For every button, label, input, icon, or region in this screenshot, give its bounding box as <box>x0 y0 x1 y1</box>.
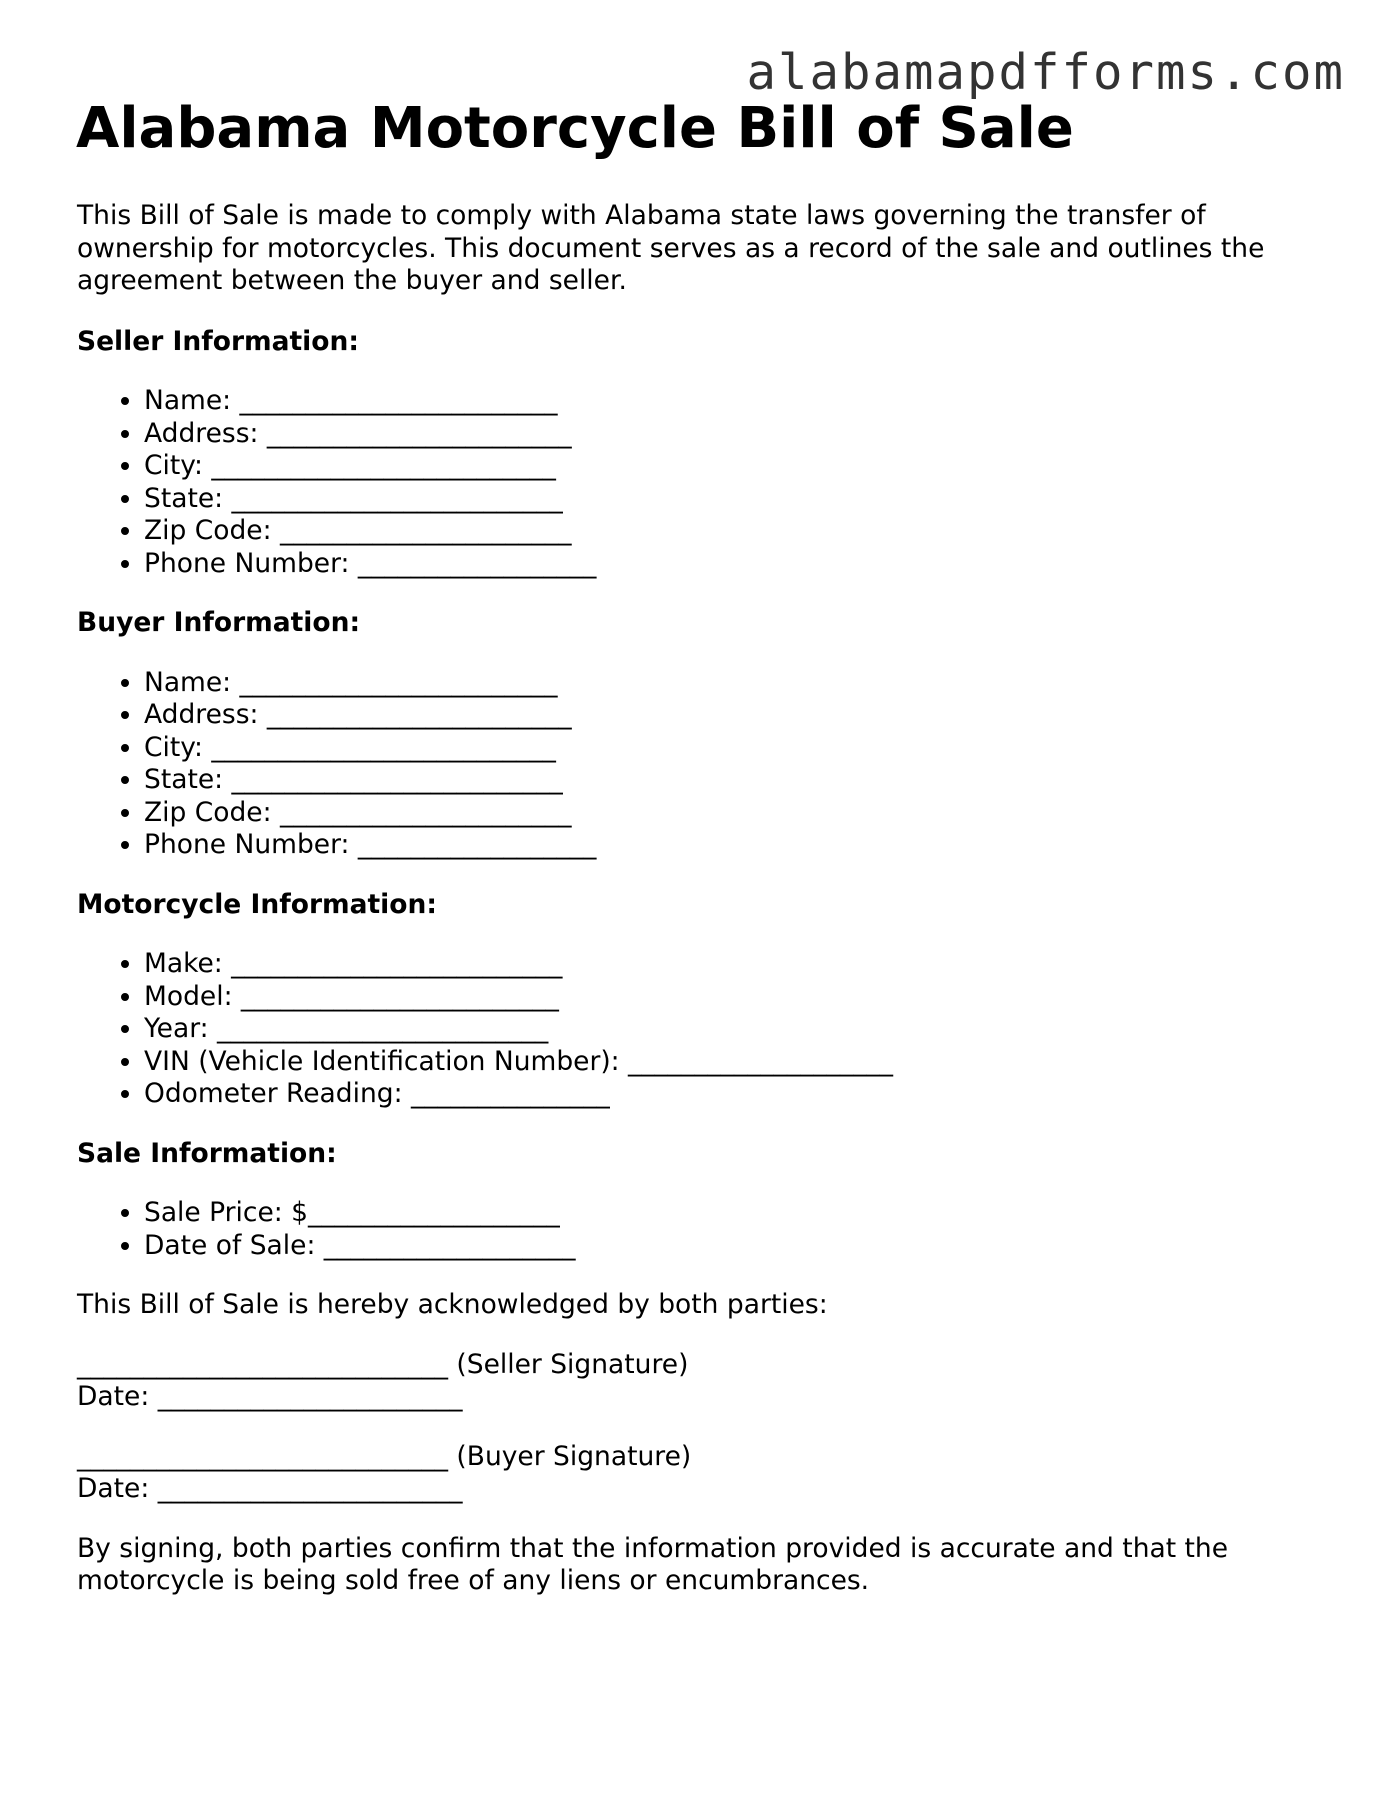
motorcycle-odometer-field[interactable]: • Odometer Reading: _______________ <box>144 1078 1337 1111</box>
buyer-phone-field[interactable]: • Phone Number: __________________ <box>144 829 1337 862</box>
buyer-state-field[interactable]: • State: _________________________ <box>144 764 1337 797</box>
sale-date-field[interactable]: • Date of Sale: ___________________ <box>144 1230 1337 1263</box>
motorcycle-heading: Motorcycle Information: <box>77 888 437 920</box>
seller-zip-field[interactable]: • Zip Code: ______________________ <box>144 515 1337 548</box>
seller-signature-line[interactable]: ____________________________ (Seller Signature) <box>77 1348 689 1380</box>
site-watermark: alabamapdfforms.com <box>746 44 1345 101</box>
page-title: Alabama Motorcycle Bill of Sale <box>76 96 1074 161</box>
intro-paragraph: This Bill of Sale is made to comply with Alabama state laws governing the transfer of ownership for motorcycles. This document serves as a record of the sale and outlines the agreement between the buyer and seller. <box>77 200 1265 296</box>
buyer-name-field[interactable]: • Name: ________________________ <box>144 667 1337 700</box>
motorcycle-vin-field[interactable]: • VIN (Vehicle Identification Number): ____________________ <box>144 1046 1337 1079</box>
sale-price-field[interactable]: • Sale Price: $___________________ <box>144 1197 1337 1230</box>
seller-signature-date[interactable]: Date: _______________________ <box>77 1381 463 1412</box>
seller-phone-field[interactable]: • Phone Number: __________________ <box>144 548 1337 581</box>
closing-paragraph: By signing, both parties confirm that the information provided is accurate and that the motorcycle is being sold free of any liens or encumbrances. <box>77 1532 1229 1596</box>
buyer-signature-line[interactable]: ____________________________ (Buyer Signature) <box>77 1440 692 1472</box>
document-body <box>77 200 1337 1598</box>
seller-name-field[interactable]: • Name: ________________________ <box>144 385 1337 418</box>
motorcycle-model-field[interactable]: • Model: ________________________ <box>144 981 1337 1014</box>
sale-field-list <box>77 1197 1337 1262</box>
acknowledgement-text: This Bill of Sale is hereby acknowledged by both parties: <box>77 1289 828 1320</box>
motorcycle-year-field[interactable]: • Year: _________________________ <box>144 1013 1337 1046</box>
buyer-field-list <box>77 667 1337 862</box>
buyer-signature-block <box>77 1441 1337 1506</box>
seller-signature-block <box>77 1349 1337 1414</box>
seller-state-field[interactable]: • State: _________________________ <box>144 483 1337 516</box>
motorcycle-field-list <box>77 948 1337 1111</box>
buyer-address-field[interactable]: • Address: _______________________ <box>144 699 1337 732</box>
buyer-signature-date[interactable]: Date: _______________________ <box>77 1473 463 1504</box>
sale-heading: Sale Information: <box>77 1137 337 1169</box>
seller-field-list <box>77 385 1337 580</box>
motorcycle-make-field[interactable]: • Make: _________________________ <box>144 948 1337 981</box>
buyer-zip-field[interactable]: • Zip Code: ______________________ <box>144 797 1337 830</box>
buyer-city-field[interactable]: • City: __________________________ <box>144 732 1337 765</box>
buyer-heading: Buyer Information: <box>77 607 361 638</box>
seller-city-field[interactable]: • City: __________________________ <box>144 450 1337 483</box>
seller-heading: Seller Information: <box>77 325 359 357</box>
seller-address-field[interactable]: • Address: _______________________ <box>144 418 1337 451</box>
